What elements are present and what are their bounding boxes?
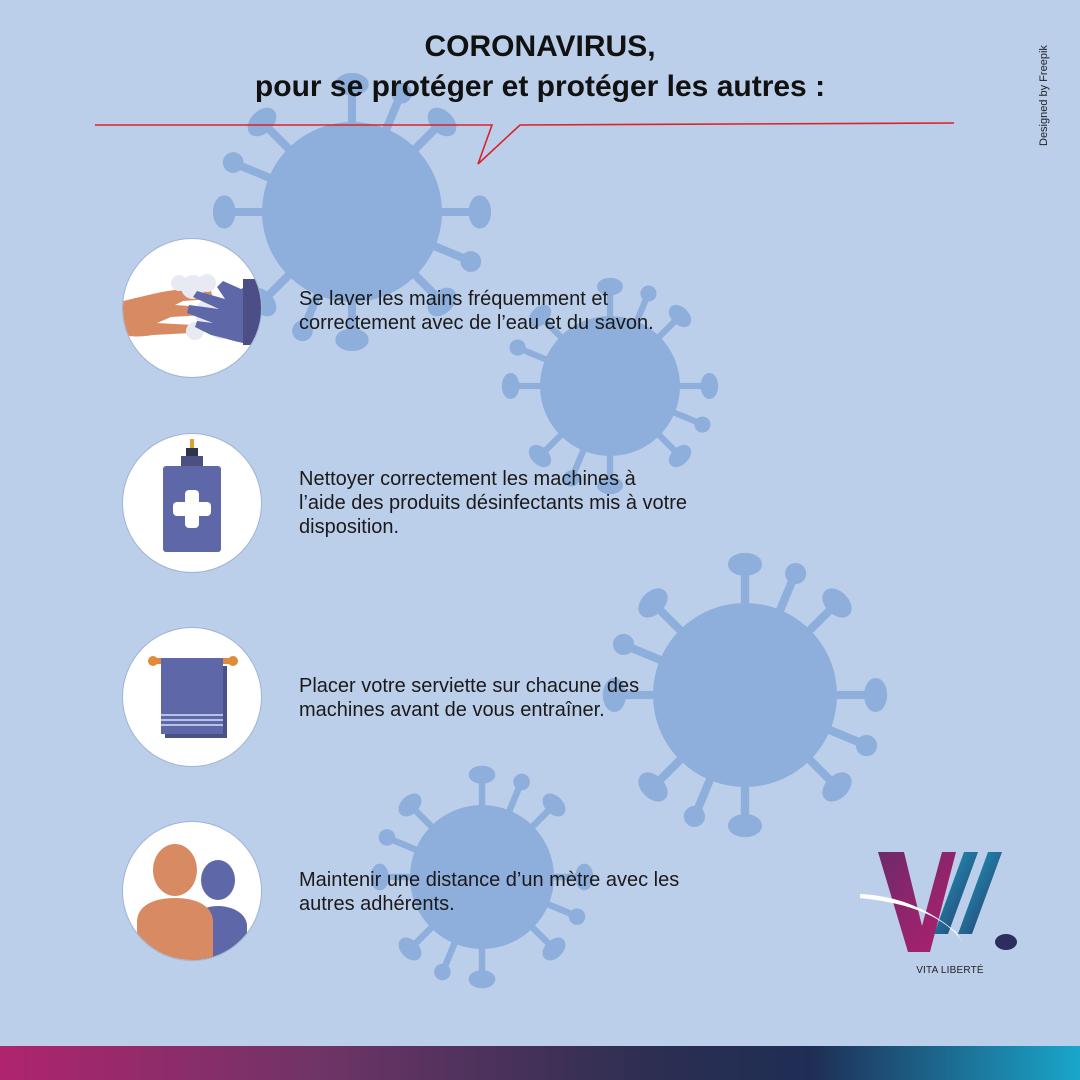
towel-icon xyxy=(122,627,262,767)
people-distance-icon xyxy=(122,821,262,961)
vita-liberte-logo xyxy=(860,848,1030,968)
bottom-gradient-bar xyxy=(0,1046,1080,1080)
credit-label: Designed by Freepik xyxy=(1038,45,1050,146)
page-subtitle: pour se protéger et protéger les autres : xyxy=(254,70,826,103)
step-text-sanitizer: Nettoyer correctement les machines à l’aide des produits désinfectants mis à votre disposition. xyxy=(299,468,687,538)
hand-washing-icon xyxy=(122,238,262,378)
virus-shape-right xyxy=(607,557,883,833)
step-text-distance: Maintenir une distance d’un mètre avec les autres adhérents. xyxy=(299,869,680,915)
step-text-towel: Placer votre serviette sur chacune des machines avant de vous entraîner. xyxy=(299,675,640,721)
page-title: CORONAVIRUS, xyxy=(424,30,656,63)
step-text-hand-washing: Se laver les mains fréquemment et correctement avec de l’eau et du savon. xyxy=(299,288,654,334)
logo-label: VITA LIBERTÉ xyxy=(916,965,984,976)
sanitizer-bottle-icon xyxy=(122,433,262,573)
